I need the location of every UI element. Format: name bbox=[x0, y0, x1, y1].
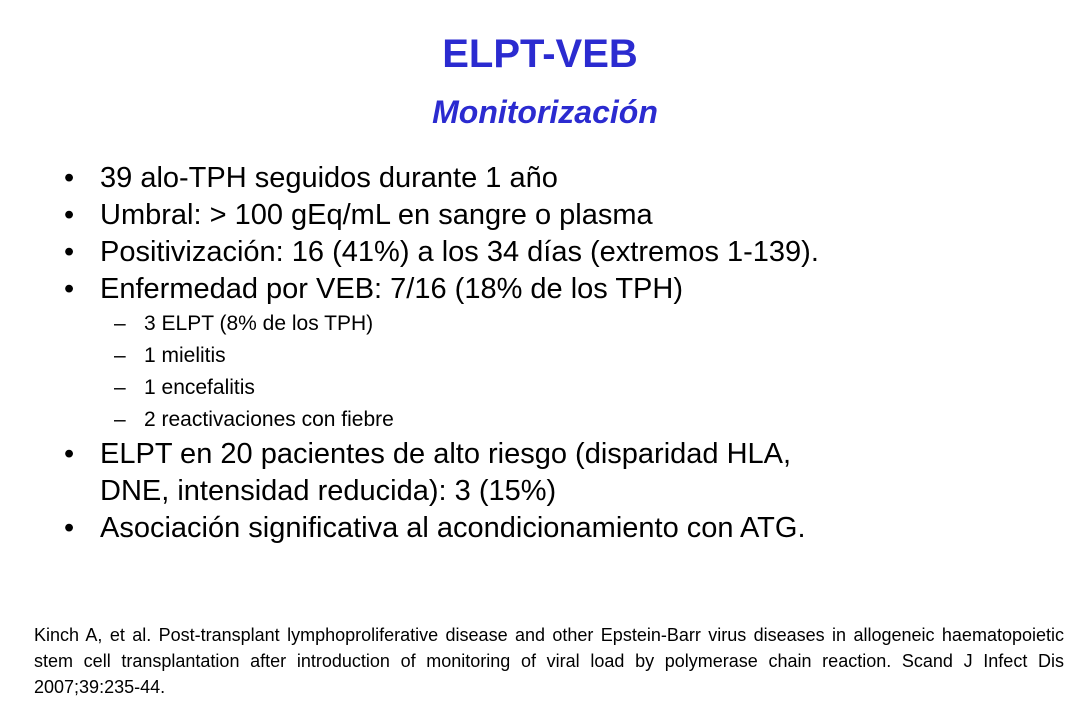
sub-bullet-list bbox=[62, 308, 1062, 436]
bullet-item bbox=[62, 436, 1062, 510]
bullet-marker: • bbox=[64, 438, 75, 470]
bullet-item bbox=[62, 510, 1062, 547]
reference-citation: Kinch A, et al. Post-transplant lymphoproliferative disease and other Epstein-Barr virus diseases in allogeneic haematopoietic stem cell transplantation after introduction of monitoring of viral load by polymerase chain reaction. Scand J Infect Dis 2007;39:235-44. bbox=[34, 625, 1064, 697]
bullet-marker: • bbox=[64, 199, 75, 231]
sub-bullet-item bbox=[62, 340, 1062, 372]
sub-bullet-item bbox=[62, 404, 1062, 436]
bullet-marker: • bbox=[64, 162, 75, 194]
sub-bullet-marker: – bbox=[114, 312, 126, 335]
sub-bullet-text: 3 ELPT (8% de los TPH) bbox=[144, 312, 374, 335]
bullet-text-line: Asociación significativa al acondicionamiento con ATG. bbox=[100, 512, 806, 544]
bullet-item bbox=[62, 197, 1062, 234]
bullet-marker: • bbox=[64, 236, 75, 268]
sub-bullet-text: 1 mielitis bbox=[144, 344, 226, 367]
slide-title: ELPT-VEB bbox=[442, 32, 638, 76]
bullet-text: Positivización: 16 (41%) a los 34 días (extremos 1-139). bbox=[100, 236, 819, 268]
sub-bullet-marker: – bbox=[114, 376, 126, 399]
slide-subtitle: Monitorización bbox=[432, 94, 658, 130]
bullet-marker: • bbox=[64, 512, 75, 544]
bullet-item bbox=[62, 160, 1062, 197]
sub-bullet-marker: – bbox=[114, 408, 126, 431]
bullet-item bbox=[62, 234, 1062, 271]
bullet-item bbox=[62, 271, 1062, 308]
sub-bullet-group bbox=[62, 308, 1062, 436]
sub-bullet-item bbox=[62, 308, 1062, 340]
sub-bullet-item bbox=[62, 372, 1062, 404]
bullet-text-line: ELPT en 20 pacientes de alto riesgo (disparidad HLA, bbox=[100, 438, 792, 470]
bullet-text: 39 alo-TPH seguidos durante 1 año bbox=[100, 162, 558, 194]
sub-bullet-text: 1 encefalitis bbox=[144, 376, 255, 399]
sub-bullet-marker: – bbox=[114, 344, 126, 367]
bullet-text-line: DNE, intensidad reducida): 3 (15%) bbox=[100, 475, 557, 507]
bullet-text: Enfermedad por VEB: 7/16 (18% de los TPH) bbox=[100, 273, 683, 305]
bullet-text: Umbral: > 100 gEq/mL en sangre o plasma bbox=[100, 199, 653, 231]
sub-bullet-text: 2 reactivaciones con fiebre bbox=[144, 408, 394, 431]
bullet-marker: • bbox=[64, 273, 75, 305]
bullet-list bbox=[62, 160, 1062, 547]
